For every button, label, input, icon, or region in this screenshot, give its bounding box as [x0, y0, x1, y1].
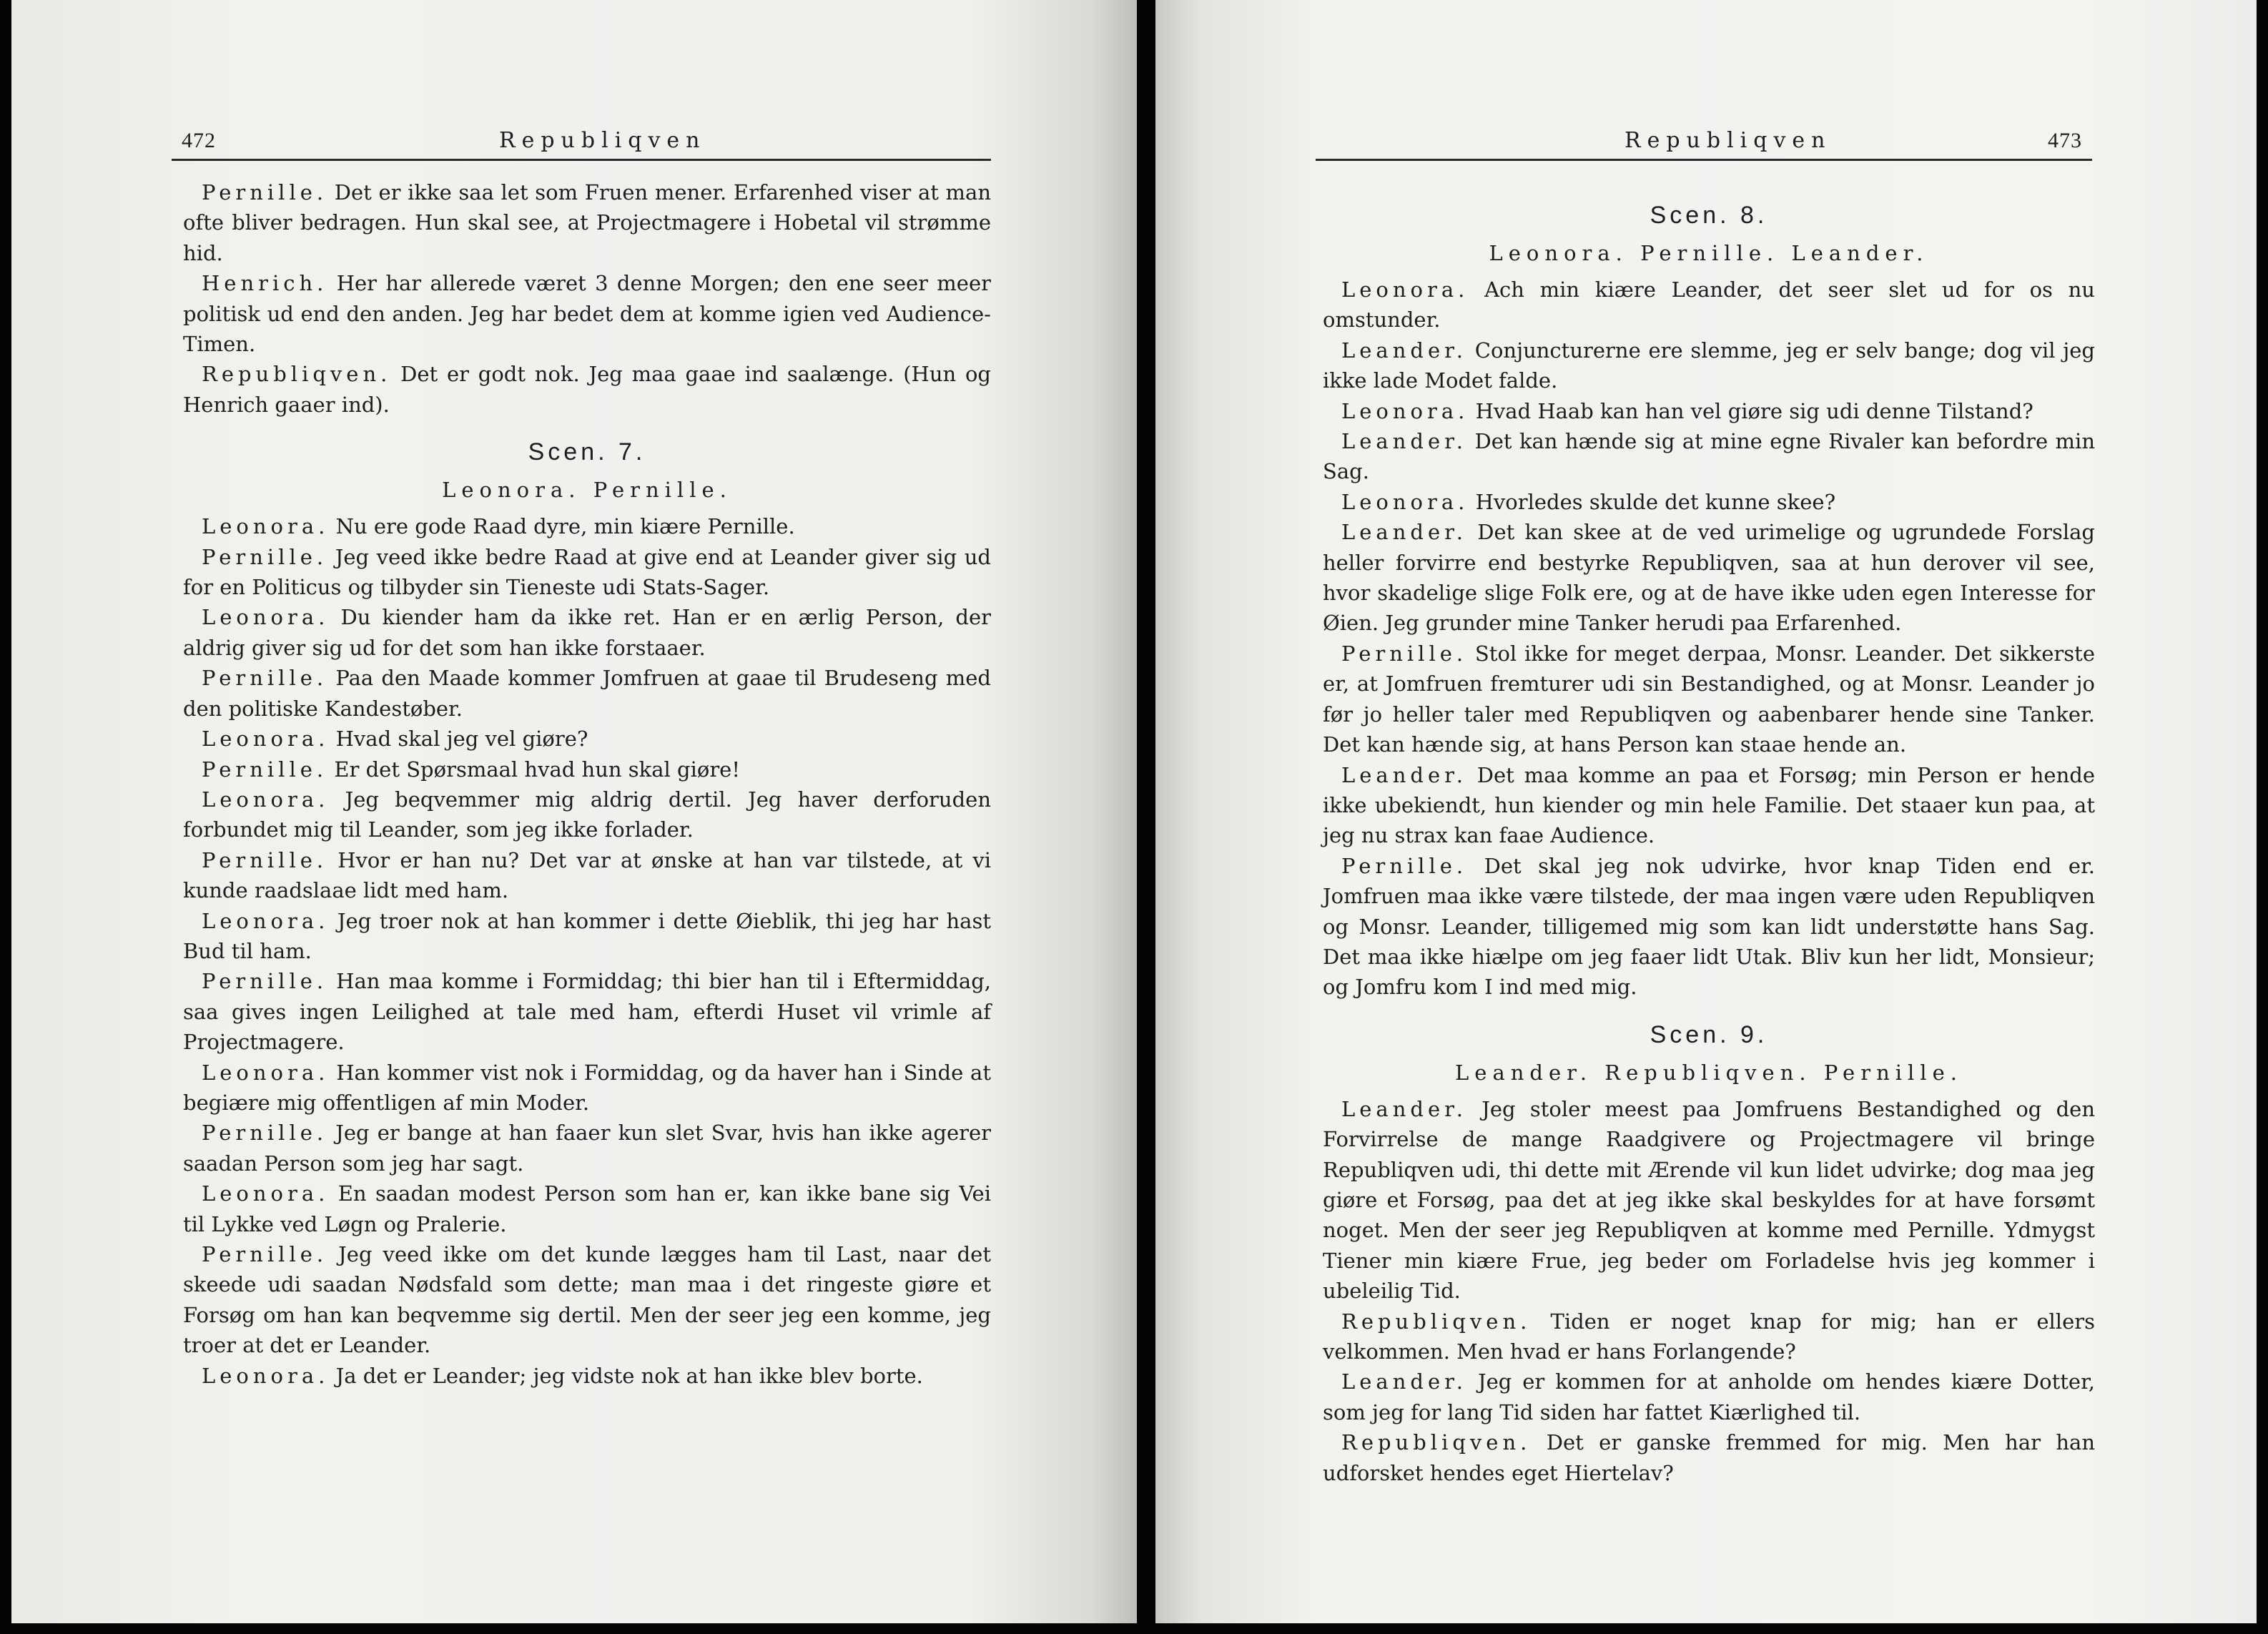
dialogue-line [183, 784, 991, 845]
dialogue-text: Jeg veed ikke om det kunde lægges ham til Last, naar det skeede udi saadan Nødsfald som dette; man maa i det ringeste giøre et Forsøg om han kan beqvemme sig dertil. Men der seer jeg een komme, jeg troer at det er Leander. [183, 1242, 991, 1358]
book-gutter [1137, 0, 1155, 1634]
dialogue-text: Du kiender ham da ikke ret. Han er en ærlig Person, der aldrig giver sig ud for det som han ikke forstaaer. [183, 605, 991, 660]
dialogue-text: Her har allerede været 3 denne Morgen; den ene seer meer politisk ud end den anden. Jeg har bedet dem at komme igien ved Audience-Timen. [183, 271, 991, 357]
dialogue-line [1323, 1306, 2095, 1367]
running-title: Republiqven [1624, 128, 1832, 153]
dialogue-line [1323, 396, 2095, 426]
scene-characters: Leonora. Pernille. [442, 478, 732, 503]
dialogue-line [183, 542, 991, 603]
dialogue-text: Jeg er kommen for at anholde om hendes kiære Dotter, som jeg for lang Tid siden har fattet Kiærlighed til. [1323, 1369, 2095, 1424]
dialogue-line [183, 268, 991, 359]
dialogue-text: Jeg veed ikke bedre Raad at give end at Leander giver sig ud for en Politicus og tilbyder sin Tieneste udi Stats-Sager. [183, 544, 991, 600]
speaker-name: Leonora. [1341, 398, 1469, 423]
left-page-body [183, 177, 991, 1391]
speaker-name: Pernille. [202, 1242, 328, 1266]
dialogue-text: Det er ganske fremmed for mig. Men har han udforsket hendes eget Hiertelav? [1323, 1430, 2095, 1485]
dialogue-line [183, 1178, 991, 1239]
speaker-name: Leonora. [202, 727, 330, 752]
right-page [1155, 0, 2257, 1623]
speaker-name: Leander. [1341, 762, 1468, 787]
dialogue-text: Det er godt nok. Jeg maa gaae ind saalænge. (Hun og Henrich gaaer ind). [183, 362, 991, 417]
speaker-name: Leonora. [202, 1181, 330, 1206]
speaker-name: Pernille. [202, 1121, 328, 1146]
dialogue-text: Jeg troer nok at han kommer i dette Øieblik, thi jeg har hast Bud til ham. [183, 908, 991, 963]
left-page [11, 0, 1137, 1623]
speaker-name: Pernille. [202, 666, 328, 691]
dialogue-line [1323, 1427, 2095, 1488]
dialogue-line [183, 1361, 991, 1391]
dialogue-line [183, 1118, 991, 1178]
dialogue-text: Han kommer vist nok i Formiddag, og da haver han i Sinde at begiære mig offentligen af min Moder. [183, 1060, 991, 1115]
dialogue-text: Nu ere gode Raad dyre, min kiære Pernille. [329, 514, 795, 539]
dialogue-text: Er det Spørsmaal hvad hun skal giøre! [327, 757, 740, 782]
dialogue-line [1323, 426, 2095, 487]
dialogue-text: Det maa komme an paa et Forsøg; min Person er hende ikke ubekiendt, hun kiender og min hele Familie. Det staaer kun paa, at jeg nu strax kan faae Audience. [1323, 762, 2095, 848]
speaker-name: Leonora. [202, 908, 330, 933]
dialogue-text: Hvor er han nu? Det var at ønske at han var tilstede, at vi kunde raadslaae lidt med ham. [183, 847, 991, 903]
dialogue-text: Jeg beqvemmer mig aldrig dertil. Jeg haver derforuden forbundet mig til Leander, som jeg ikke forlader. [183, 787, 991, 842]
dialogue-line [1323, 335, 2095, 396]
speaker-name: Leonora. [202, 605, 330, 630]
dialogue-text: Det kan hænde sig at mine egne Rivaler kan befordre min Sag. [1323, 429, 2095, 484]
speaker-name: Leonora. [202, 1363, 330, 1388]
scene-heading: Scen. 8. [1650, 202, 1768, 229]
speaker-name: Leander. [1341, 520, 1468, 545]
dialogue-text: Jeg er bange at han faaer kun slet Svar, hvis han ikke agerer saadan Person som jeg har sagt. [183, 1121, 991, 1176]
dialogue-line [1323, 275, 2095, 335]
speaker-name: Pernille. [202, 544, 328, 569]
dialogue-text: Ach min kiære Leander, det seer slet ud for os nu omstunder. [1323, 277, 2095, 333]
scene-heading: Scen. 7. [528, 438, 646, 466]
dialogue-line [183, 724, 991, 754]
left-page-header [172, 127, 991, 161]
dialogue-line [183, 1239, 991, 1361]
speaker-name: Pernille. [202, 847, 328, 872]
speaker-name: Leonora. [202, 1060, 330, 1085]
dialogue-text: Conjuncturerne ere slemme, jeg er selv bange; dog vil jeg ikke lade Modet falde. [1323, 338, 2095, 393]
dialogue-line [1323, 1367, 2095, 1427]
dialogue-line [183, 663, 991, 724]
page-number: 473 [2048, 129, 2082, 152]
speaker-name: Republiqven. [202, 362, 392, 387]
speaker-name: Leander. [1341, 429, 1468, 454]
dialogue-text: Det skal jeg nok udvirke, hvor knap Tiden end er. Jomfruen maa ikke være tilstede, der maa ingen være uden Republiqven og Monsr. Leander, tilligemed mig som kan lidt understøtte hans Sag. Det maa ikke hiælpe om jeg faaer lidt Utak. Bliv kun her lidt, Monsieur; og Jomfru kom I ind med mig. [1323, 853, 2095, 1000]
speaker-name: Leonora. [1341, 489, 1469, 514]
speaker-name: Republiqven. [1341, 1309, 1532, 1334]
speaker-name: Leander. [1341, 1096, 1468, 1121]
dialogue-text: Stol ikke for meget derpaa, Monsr. Leander. Det sikkerste er, at Jomfruen fremturer udi sin Bestandighed, og at Monsr. Leander jo før jo heller taler med Republiqven og aabenbarer hende sine Tanker. Det kan hænde sig, at hans Person kan staae hende an. [1323, 641, 2095, 757]
dialogue-line [1323, 639, 2095, 760]
scene-characters: Leonora. Pernille. Leander. [1489, 241, 1929, 265]
dialogue-line [183, 511, 991, 541]
running-title: Republiqven [499, 128, 706, 153]
speaker-name: Henrich. [202, 271, 328, 296]
dialogue-line [183, 602, 991, 663]
dialogue-text: Det er ikke saa let som Fruen mener. Erfarenhed viser at man ofte bliver bedragen. Hun skal see, at Projectmagere i Hobetal vil strømme hid. [183, 180, 991, 265]
dialogue-text: Det kan skee at de ved urimelige og ugrundede Forslag heller forvirre end bestyrke Republiqven, saa at hun derover vil see, hvor skadelige slige Folk ere, og at de have ikke uden egen Interesse for Øien. Jeg grunder mine Tanker herudi paa Erfarenhed. [1323, 520, 2095, 636]
dialogue-text: Hvad Haab kan han vel giøre sig udi denne Tilstand? [1469, 398, 2033, 423]
scene-characters: Leander. Republiqven. Pernille. [1455, 1060, 1963, 1085]
dialogue-line [183, 754, 991, 784]
dialogue-text: Hvad skal jeg vel giøre? [329, 727, 588, 752]
scene-heading: Scen. 9. [1650, 1020, 1768, 1048]
speaker-name: Pernille. [1341, 853, 1468, 878]
dialogue-line [1323, 517, 2095, 639]
dialogue-text: Hvorledes skulde det kunne skee? [1469, 489, 1836, 514]
speaker-name: Leonora. [202, 787, 330, 812]
dialogue-text: Han maa komme i Formiddag; thi bier han til i Eftermiddag, saa gives ingen Leilighed at tale med ham, efterdi Huset vil vrimle af Projectmagere. [183, 969, 991, 1055]
right-page-header [1316, 127, 2092, 161]
speaker-name: Pernille. [1341, 641, 1468, 666]
dialogue-line [183, 906, 991, 967]
dialogue-line [1323, 487, 2095, 517]
dialogue-line [183, 177, 991, 268]
dialogue-text: Ja det er Leander; jeg vidste nok at han ikke blev borte. [329, 1363, 923, 1388]
speaker-name: Leonora. [202, 514, 330, 539]
dialogue-line [1323, 1094, 2095, 1306]
dialogue-line [1323, 851, 2095, 1003]
right-page-body [1323, 177, 2095, 1488]
speaker-name: Leander. [1341, 338, 1468, 363]
dialogue-text: En saadan modest Person som han er, kan ikke bane sig Vei til Lykke ved Løgn og Pralerie. [183, 1181, 991, 1236]
dialogue-line [183, 359, 991, 420]
speaker-name: Pernille. [202, 757, 328, 782]
dialogue-text: Jeg stoler meest paa Jomfruens Bestandighed og den Forvirrelse de mange Raadgivere og Projectmagere vil bringe Republiqven udi, thi dette mit Ærende vil kun lidet udvirke; dog maa jeg giøre et Forsøg, paa det at jeg ikke skal beskyldes for at have forsømt noget. Men der seer jeg Republiqven at komme med Pernille. Ydmygst Tiener min kiære Frue, jeg beder om Forladelse hvis jeg kommer i ubeleilig Tid. [1323, 1096, 2095, 1304]
dialogue-line [1323, 760, 2095, 851]
speaker-name: Republiqven. [1341, 1430, 1532, 1455]
dialogue-line [183, 966, 991, 1057]
speaker-name: Pernille. [202, 180, 328, 205]
dialogue-line [183, 1058, 991, 1118]
dialogue-line [183, 845, 991, 906]
speaker-name: Leander. [1341, 1369, 1468, 1394]
page-number: 472 [182, 129, 216, 152]
dialogue-text: Paa den Maade kommer Jomfruen at gaae til Brudeseng med den politiske Kandestøber. [183, 666, 991, 721]
speaker-name: Leonora. [1341, 277, 1469, 302]
dialogue-text: Tiden er noget knap for mig; han er ellers velkommen. Men hvad er hans Forlangende? [1323, 1309, 2095, 1364]
speaker-name: Pernille. [202, 969, 328, 994]
